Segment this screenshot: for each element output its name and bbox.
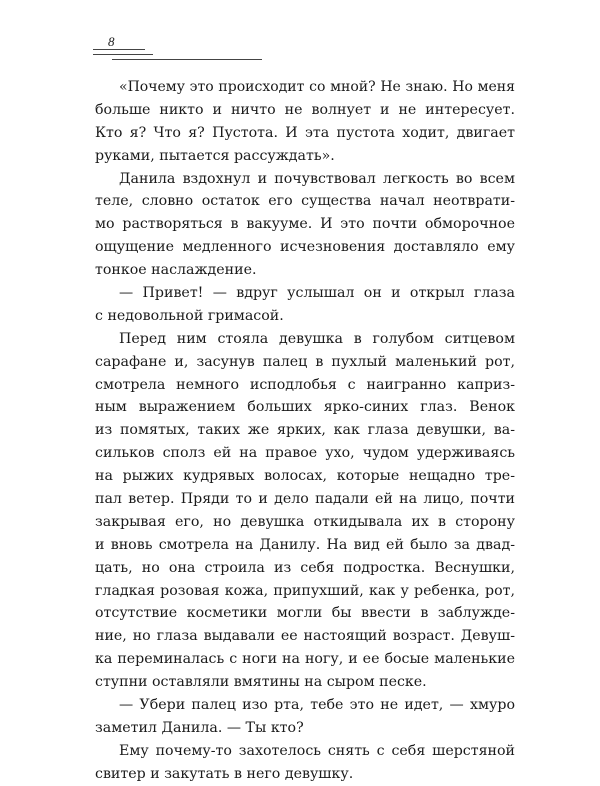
text-line: заметил Данила. — Ты кто?: [95, 719, 304, 736]
text-line: теле, словно остаток его существа начал неотврати-: [95, 193, 515, 210]
text-line: Ему почему-то захотелось снять с себя шерстяной: [119, 742, 515, 759]
text-line: ступни оставляли вмятины на сыром песке.: [95, 674, 427, 691]
text-line: мо растворяться в вакууме. И это почти обморочное: [95, 216, 515, 233]
text-line: свитер и закутать в него девушку.: [95, 765, 354, 782]
text-line: закрывая его, но девушка откидывала их в сторону: [95, 513, 515, 530]
text-line: смотрела немного исподлобья с наигранно каприз-: [95, 376, 515, 393]
text-line: Перед ним стояла девушка в голубом ситцевом: [119, 330, 515, 347]
text-line: ощущение медленного исчезновения доставляло ему: [95, 239, 515, 256]
header-rule-middle: [93, 54, 153, 55]
text-line: ным выражением больших ярко-синих глаз. Венок: [95, 399, 515, 416]
text-line: сарафане и, засунув палец в пухлый маленький рот,: [95, 353, 515, 370]
page-number: 8: [108, 34, 115, 49]
text-line: ние, но глаза выдавали ее настоящий возраст. Девуш-: [95, 628, 515, 645]
text-line: руками, пытается рассуждать».: [95, 147, 335, 164]
text-line: Данила вздохнул и почувствовал легкость во всем: [119, 170, 515, 187]
text-line: отсутствие косметики могли бы ввести в заблужде-: [95, 605, 515, 622]
text-line: цать, но она строила из себя подростка. Веснушки,: [95, 559, 515, 576]
text-line: гладкая розовая кожа, припухший, как у ребенка, рот,: [95, 582, 515, 599]
header-rule-top: [93, 49, 145, 50]
text-line: — Привет! — вдруг услышал он и открыл глаза: [119, 285, 515, 302]
text-line: тонкое наслаждение.: [95, 262, 257, 279]
text-line: Кто я? Что я? Пустота. И эта пустота ходит, двигает: [95, 124, 515, 141]
text-line: с недовольной гримасой.: [95, 307, 284, 324]
text-line: — Убери палец изо рта, тебе это не идет, — хмуро: [119, 697, 515, 714]
text-line: сильков сполз ей на правое ухо, чудом удерживаясь: [95, 445, 515, 462]
text-line: из помятых, таких же ярких, как глаза девушки, ва-: [95, 422, 515, 439]
text-line: больше никто и ничто не волнует и не интересует.: [95, 101, 515, 118]
header-rule-long: [112, 59, 262, 60]
text-line: «Почему это происходит со мной? Не знаю. Но меня: [119, 79, 515, 95]
text-line: пал ветер. Пряди то и дело падали ей на лицо, почти: [95, 491, 515, 508]
text-line: и вновь смотрела на Данилу. На вид ей было за двад-: [95, 536, 515, 553]
body-text: [95, 76, 515, 786]
text-line: ка переминалась с ноги на ногу, и ее босые маленькие: [95, 651, 515, 668]
text-line: на рыжих кудрявых волосах, которые нещадно тре-: [95, 468, 515, 485]
